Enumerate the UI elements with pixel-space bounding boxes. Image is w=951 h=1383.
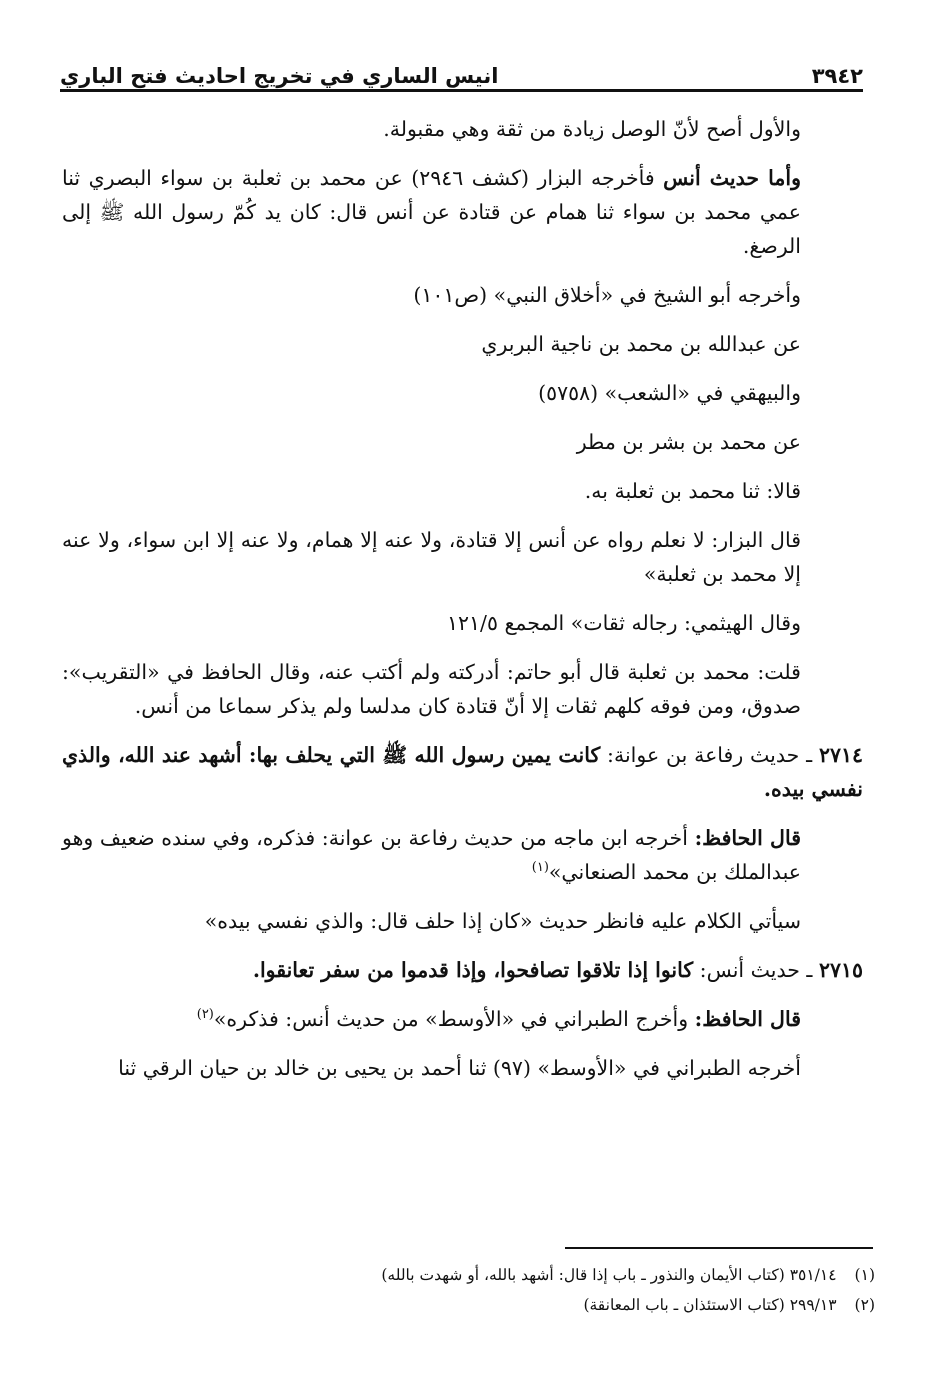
paragraph: قالا: ثنا محمد بن ثعلبة به.: [584, 479, 801, 503]
footnote-ref: (٢): [196, 1007, 214, 1023]
hadith-text: كانوا إذا تلاقوا تصافحوا، وإذا قدموا من سفر تعانقوا.: [252, 958, 694, 982]
hadith-entry: ٢٧١٤ ـ حديث رفاعة بن عوانة: كانت يمين رسول الله ﷺ التي يحلف بها: أشهد عند الله، والذي نفسي بيده.: [62, 743, 863, 801]
footnote-ref: (١): [531, 860, 549, 876]
paragraph: والأول أصح لأنّ الوصل زيادة من ثقة وهي مقبولة.: [383, 117, 801, 141]
paragraph: قال البزار: لا نعلم رواه عن أنس إلا قتادة، ولا عنه إلا همام، ولا عنه إلا ابن سواء، ولا عنه إلا محمد بن ثعلبة»: [62, 528, 801, 586]
hadith-number: ٢٧١٥: [818, 958, 863, 982]
footnote: [62, 1290, 875, 1320]
paragraph: قلت: محمد بن ثعلبة قال أبو حاتم: أدركته ولم أكتب عنه، وقال الحافظ في «التقريب»: صدوق، ومن فوقه كلهم ثقات إلا أنّ قتادة كان مدلسا ولم يذكر سماعا من أنس.: [62, 660, 801, 718]
page-body: [62, 112, 863, 1100]
hadith-text: كانت يمين رسول الله ﷺ التي يحلف بها: أشهد عند الله، والذي نفسي بيده.: [62, 743, 863, 801]
footnote-number: (٢): [854, 1296, 875, 1314]
paragraph: وأخرجه أبو الشيخ في «أخلاق النبي» (ص١٠١): [413, 283, 801, 307]
hadith-number: ٢٧١٤: [818, 743, 863, 767]
footnote: [62, 1260, 875, 1290]
hadith-entry: ٢٧١٥ ـ حديث أنس: كانوا إذا تلاقوا تصافحوا، وإذا قدموا من سفر تعانقوا.: [252, 958, 863, 982]
footnote-text: ٣٥١/١٤ (كتاب الأيمان والنذور ـ باب إذا قال: أشهد بالله، أو شهدت بالله): [381, 1266, 837, 1284]
footnote-number: (١): [854, 1266, 875, 1284]
paragraph: وقال الهيثمي: رجاله ثقات» المجمع ١٢١/٥: [447, 611, 801, 635]
paragraph: والبيهقي في «الشعب» (٥٧٥٨): [538, 381, 801, 405]
hafiz-note: قال الحافظ: أخرجه ابن ماجه من حديث رفاعة بن عوانة: فذكره، وفي سنده ضعيف وهو عبدالملك بن محمد الصنعاني»$^{(١)}$: [62, 826, 802, 884]
footnote-text: ٢٩٩/١٣ (كتاب الاستئذان ـ باب المعانقة): [583, 1296, 837, 1314]
hafiz-label: قال الحافظ:: [694, 1007, 801, 1031]
paragraph: سيأتي الكلام عليه فانظر حديث «كان إذا حلف قال: والذي نفسي بيده»: [204, 909, 801, 933]
page-header: [60, 48, 863, 88]
book-title: انيس الساري في تخريج احاديث فتح الباري: [60, 64, 499, 88]
footnotes: [62, 1260, 875, 1320]
hafiz-label: قال الحافظ:: [694, 826, 802, 850]
paragraph: أخرجه الطبراني في «الأوسط» (٩٧) ثنا أحمد بن يحيى بن خالد بن حيان الرقي ثنا: [118, 1056, 801, 1080]
paragraph: عن محمد بن بشر بن مطر: [576, 430, 801, 454]
paragraph: عن عبدالله بن محمد بن ناجية البربري: [481, 332, 801, 356]
page-number: ٣٩٤٢: [811, 64, 863, 88]
hafiz-note: قال الحافظ: وأخرج الطبراني في «الأوسط» من حديث أنس: فذكره»$^{(٢)}$: [196, 1007, 801, 1031]
footnote-rule: [565, 1247, 873, 1249]
lead-phrase: وأما حديث أنس: [663, 166, 801, 190]
paragraph: وأما حديث أنس فأخرجه البزار (كشف ٢٩٤٦) عن محمد بن ثعلبة بن سواء البصري ثنا عمي محمد بن سواء ثنا همام عن قتادة عن أنس قال: كان يد كُمّ رسول الله ﷺ إلى الرصغ.: [62, 166, 801, 258]
header-rule: [60, 89, 863, 92]
